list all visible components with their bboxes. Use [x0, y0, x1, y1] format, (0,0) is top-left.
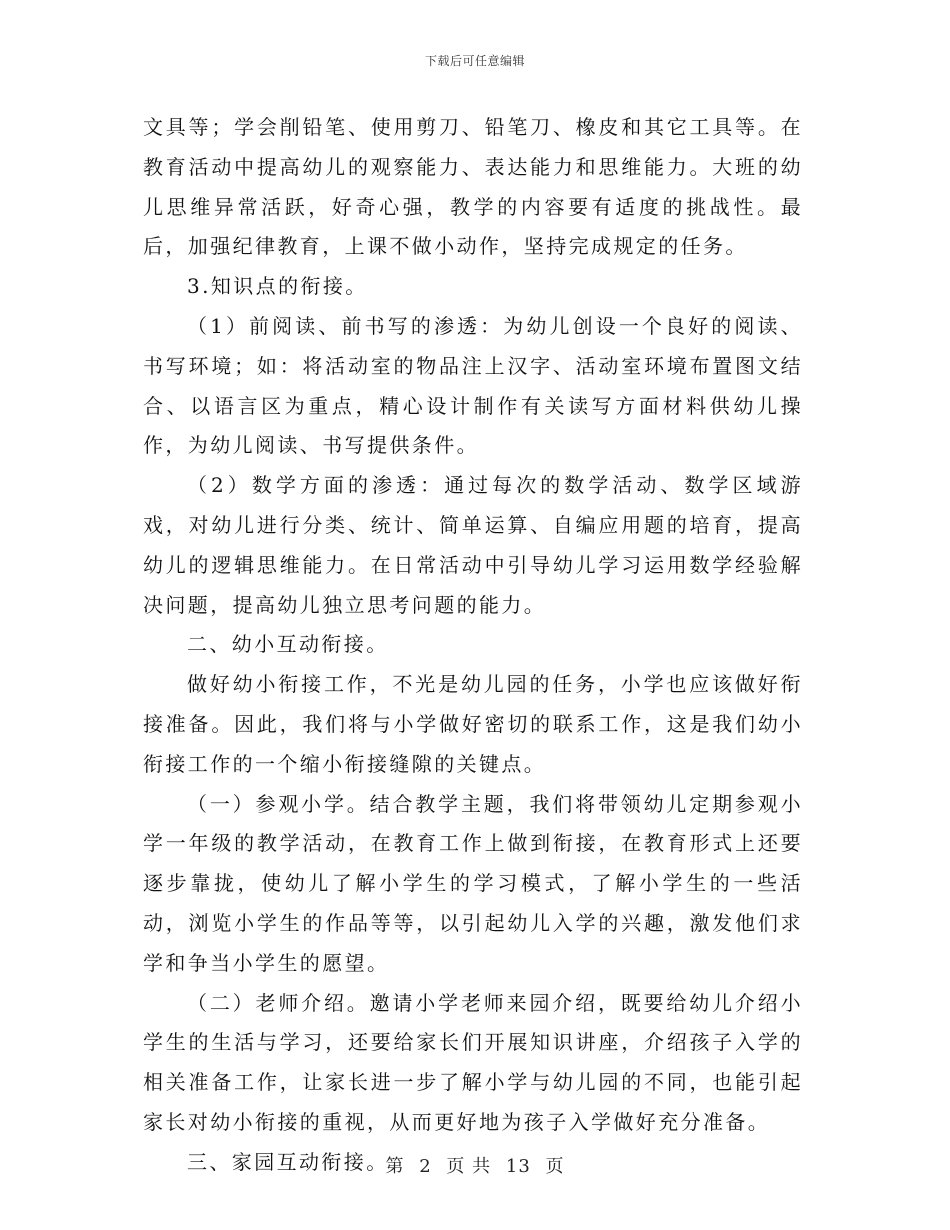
page-header: 下载后可任意编辑 [424, 54, 525, 68]
document-body [143, 108, 803, 1183]
paragraph-9-heading: 三、家园互动衔接。 [187, 1149, 389, 1174]
paragraph-3: （1）前阅读、前书写的渗透：为幼儿创设一个良好的阅读、书写环境；如：将活动室的物品注上汉字、活动室环境布置图文结合、以语言区为重点，精心设计制作有关读写方面材料供幼儿操作，为幼儿阅读、书写提供条件。 [143, 313, 803, 458]
footer-total-pages: 13 [505, 1156, 531, 1177]
footer-page-number: 2 [419, 1156, 432, 1177]
page-footer [0, 1152, 950, 1178]
paragraph-5-heading: 二、幼小互动衔接。 [187, 632, 389, 657]
paragraph-7: （一）参观小学。结合教学主题，我们将带领幼儿定期参观小学一年级的教学活动，在教育工作上做到衔接，在教育形式上还要逐步靠拢，使幼儿了解小学生的学习模式，了解小学生的一些活动，浏览小学生的作品等等，以引起幼儿入学的兴趣，激发他们求学和争当小学生的愿望。 [143, 791, 803, 975]
paragraph-1: 文具等；学会削铅笔、使用剪刀、铅笔刀、橡皮和其它工具等。在教育活动中提高幼儿的观察能力、表达能力和思维能力。大班的幼儿思维异常活跃，好奇心强，教学的内容要有适度的挑战性。最后，加强纪律教育，上课不做小动作，坚持完成规定的任务。 [143, 115, 803, 259]
paragraph-8: （二）老师介绍。邀请小学老师来园介绍，既要给幼儿介绍小学生的生活与学习，还要给家长们开展知识讲座，介绍孩子入学的相关准备工作，让家长进一步了解小学与幼儿园的不同，也能引起家长对幼小衔接的重视，从而更好地为孩子入学做好充分准备。 [143, 990, 803, 1134]
footer-prefix: 第 [385, 1156, 405, 1177]
paragraph-2-heading: 3.知识点的衔接。 [187, 274, 368, 299]
paragraph-6: 做好幼小衔接工作，不光是幼儿园的任务，小学也应该做好衔接准备。因此，我们将与小学做好密切的联系工作，这是我们幼小衔接工作的一个缩小衔接缝隙的关键点。 [143, 672, 803, 776]
paragraph-4: （2）数学方面的渗透：通过每次的数学活动、数学区域游戏，对幼儿进行分类、统计、简单运算、自编应用题的培育，提高幼儿的逻辑思维能力。在日常活动中引导幼儿学习运用数学经验解决问题，提高幼儿独立思考问题的能力。 [143, 473, 803, 617]
footer-suffix: 页 [545, 1156, 565, 1177]
footer-middle: 页 共 [446, 1156, 492, 1177]
